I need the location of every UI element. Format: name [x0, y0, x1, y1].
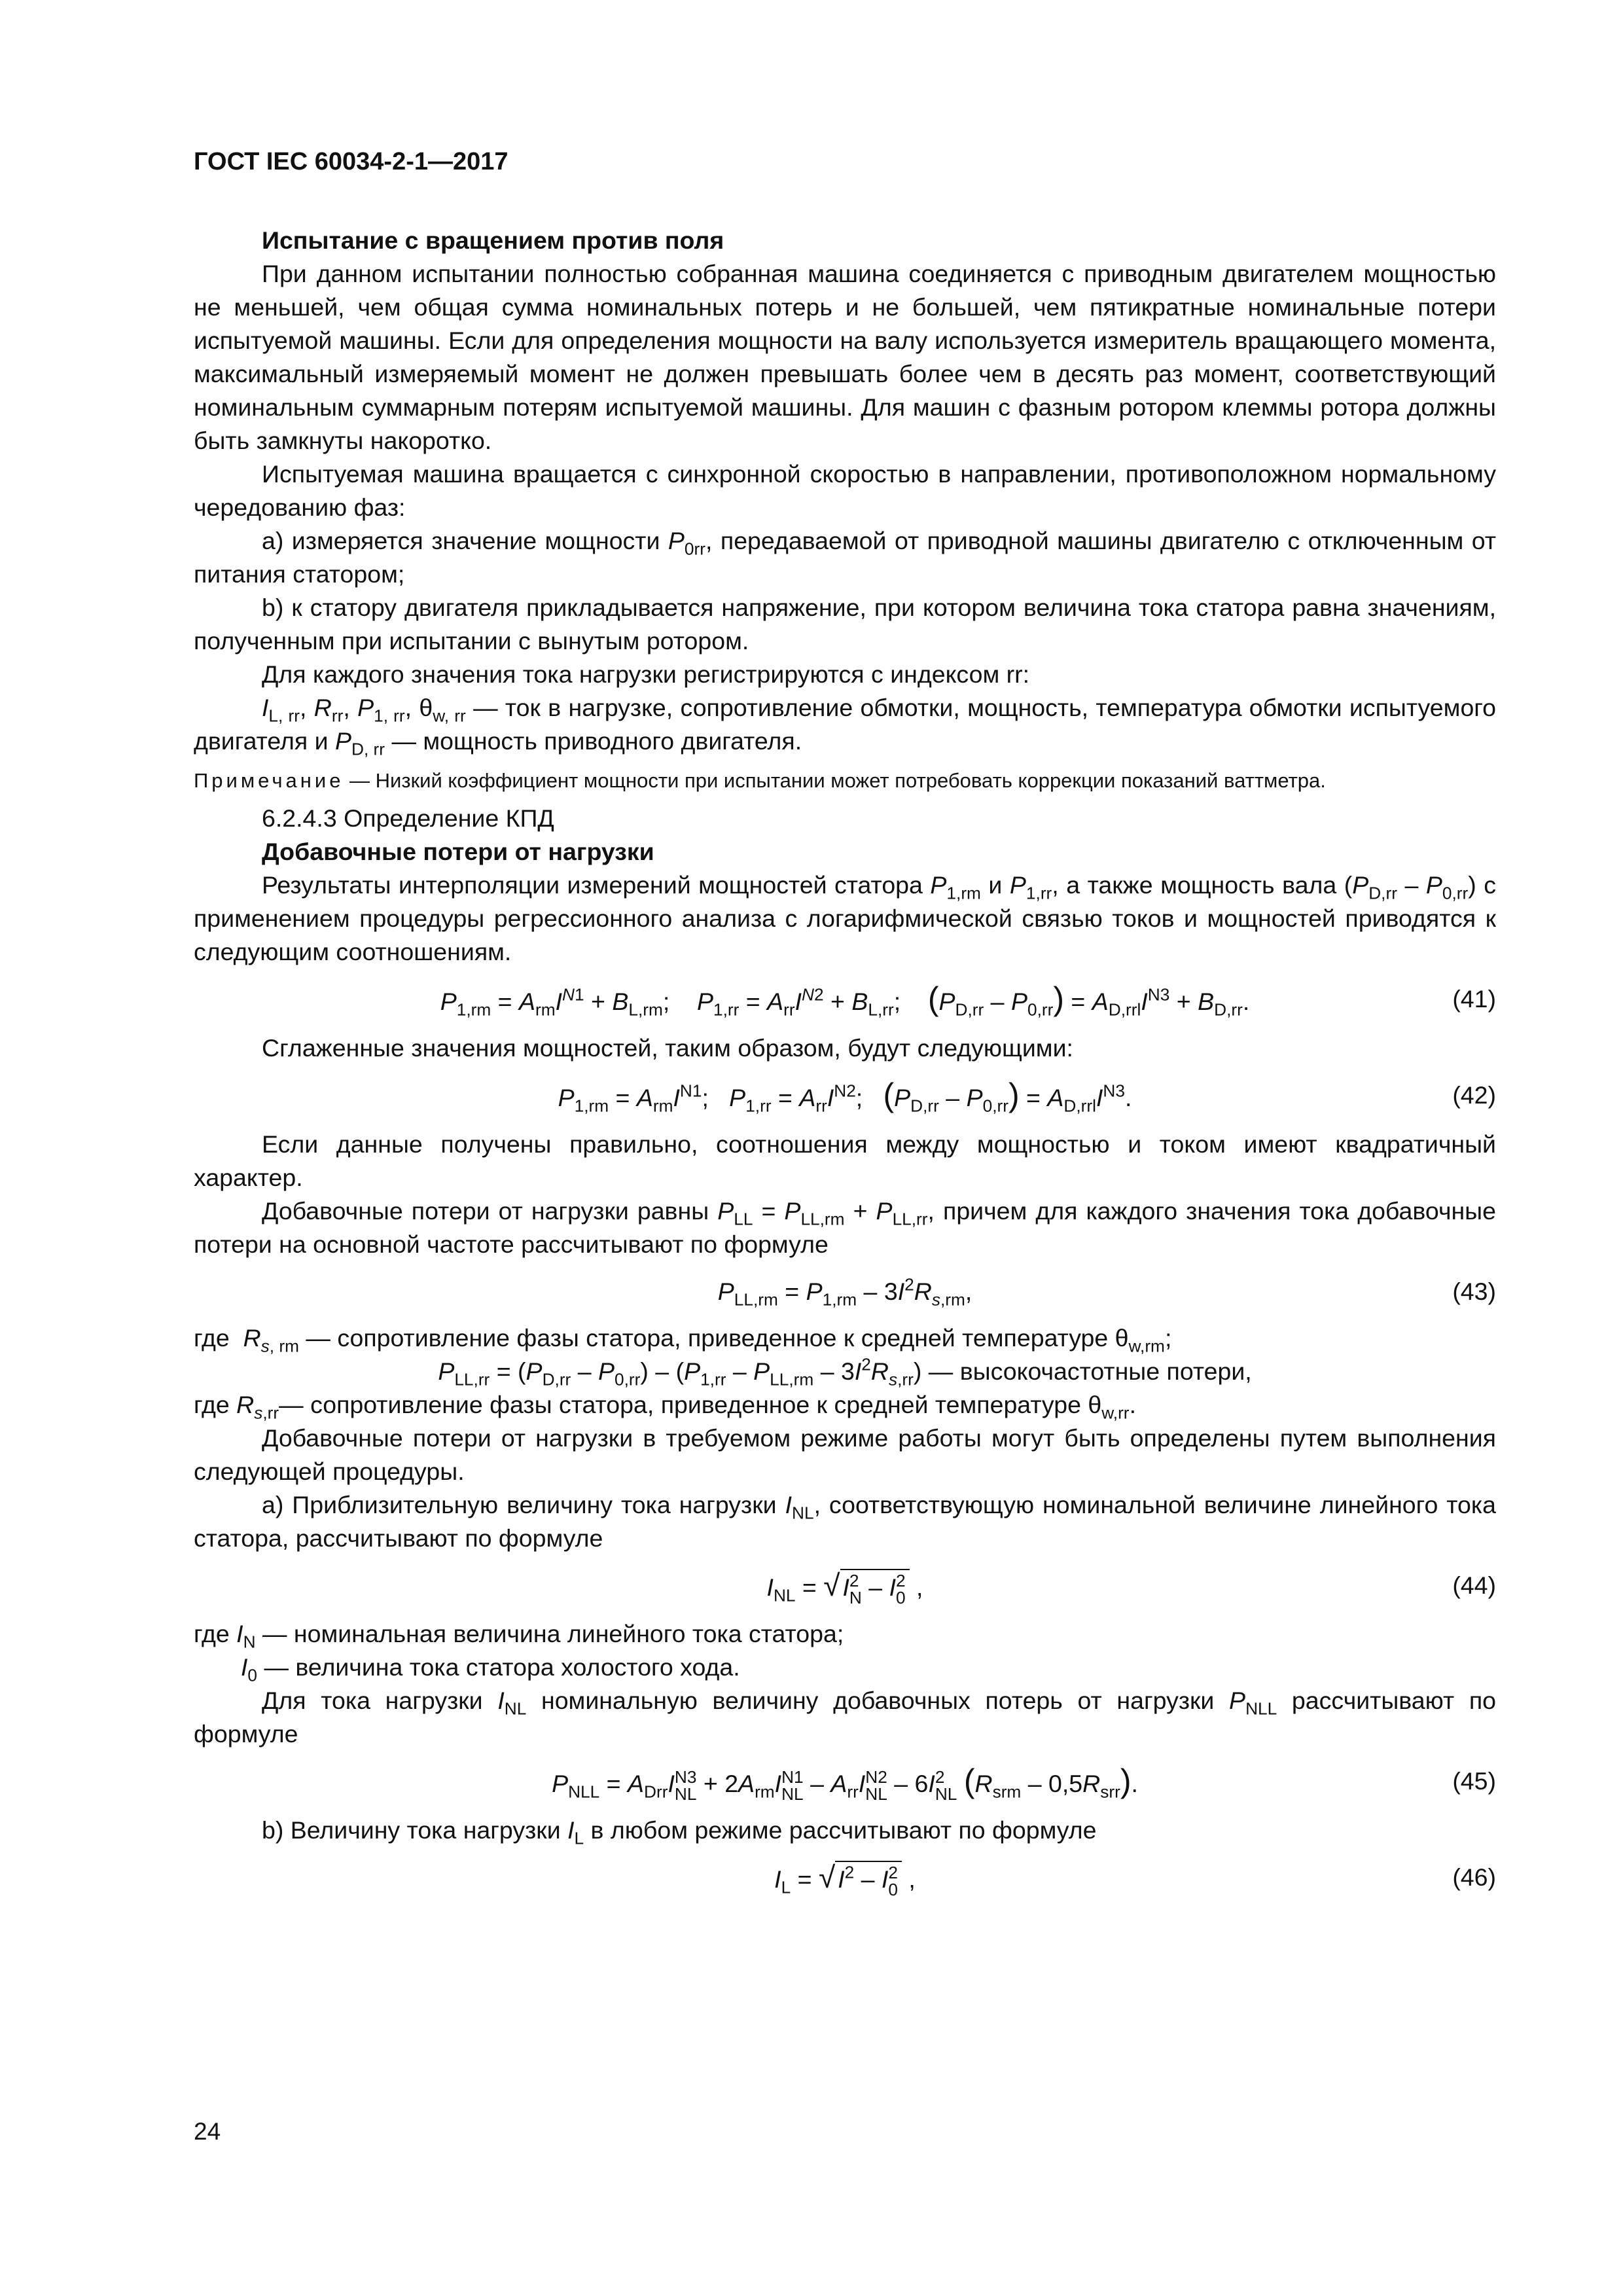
- equation-46: $I_L$ = √ $I^2$ – I 2 0 , (46): [194, 1857, 1496, 1899]
- step-b: b) Величину тока нагрузки $I_L$ в любом режиме рассчитывают по формуле: [262, 1816, 1097, 1848]
- paragraph-rotation: Испытуемая машина вращается с синхронной скоростью в направлении, противоположном нормальному чередованию фаз:: [194, 460, 1496, 521]
- equation-number-46: (46): [1452, 1863, 1496, 1891]
- equation-number-43: (43): [1452, 1278, 1496, 1305]
- paragraph-variables: $I_{L, rr}$, $R_{rr}$, $P_{1, rr}$, $\theta_{w, rr}$ — ток в нагрузке, сопротивление обмотки, мощность, температура обмотки испытуемого двигателя и $P_{D, rr}$ — мощность приводного двигателя.: [194, 694, 1497, 759]
- equation-43: $P_{LL,rm} = P_{1,rm} - 3I^2R_{s,rm}$, (43): [194, 1272, 1496, 1311]
- section-title-counter-rotation: Испытание с вращением против поля: [262, 226, 724, 254]
- section-heading-efficiency: 6.2.4.3 Определение КПД: [262, 804, 554, 832]
- equation-number-44: (44): [1452, 1571, 1496, 1599]
- subheading-stray-losses: Добавочные потери от нагрузки: [262, 838, 654, 865]
- document-body: [194, 224, 1496, 1909]
- equation-high-frequency-losses: $P_{LL,rr} = (P_{D,rr} - P_{0,rr}) - (P_{1,rr} - P_{LL,rm} - 3I^2R_{s,rr})$ — высокочастотные потери,: [438, 1354, 1252, 1390]
- paragraph-setup: При данном испытании полностью собранная машина соединяется с приводным двигателем мощностью не меньшей, чем общая сумма номинальных потерь и не большей, чем пятикратные номинальные потери испытуемой машины. Если для определения мощности на валу используется измеритель вращающего момента, максимальный измеряемый момент не должен превышать более чем в десять раз момент, соответствующий номинальным суммарным потерям испытуемой машины. Для машин с фазным ротором клеммы ротора должны быть замкнуты накоротко.: [194, 260, 1496, 454]
- paragraph-nominal-stray: Для тока нагрузки $I_{NL}$ номинальную величину добавочных потерь от нагрузки $P_{NLL}$ рассчитывают по формуле: [194, 1687, 1496, 1748]
- step-a: a) Приблизительную величину тока нагрузки $I_{NL}$, соответствующую номинальной величине линейного тока статора, рассчитывают по формуле: [194, 1491, 1496, 1552]
- note: Примечание — Низкий коэффициент мощности при испытании может потребовать коррекции показаний ваттметра.: [194, 769, 1326, 792]
- document-header: ГОСТ IEC 60034-2-1—2017: [194, 148, 508, 175]
- page-number: 24: [194, 2118, 221, 2145]
- equation-42: $P_{1,rm} = A_{rm}I^{N1}$; $P_{1,rr} = A_{rr}I^{N2}$; $(P_{D,rr} - P_{0,rr}) = A_{D,rrl}I^{N3}$. (42): [558, 1077, 1496, 1116]
- paragraph-interpolation: Результаты интерполяции измерений мощностей статора $P_{1,rm}$ и $P_{1,rr}$, а также мощность вала $(P_{D,rr} - P_{0,rr})$ с применением процедуры регрессионного анализа с логарифмической связью токов и мощностей приводятся к следующим соотношениям.: [194, 871, 1496, 965]
- paragraph-stray-equal: Добавочные потери от нагрузки равны $P_{LL} = P_{LL,rm} + P_{LL,rr}$, причем для каждого значения тока добавочные потери на основной частоте рассчитывают по формуле: [194, 1197, 1496, 1258]
- equation-45: $P_{NLL} = A_{Drr}I$ N3 NL + $2A_{rm}I$ N1 NL – $A_{rr}I$ N2 NL – 6I 2 NL $(R_{srm} - 0,5R_{srr})$. (45): [552, 1763, 1496, 1804]
- equation-number-42: (42): [1452, 1081, 1496, 1109]
- equation-41: $P_{1,rm} = A_{rm}I^{N1} + B_{L,rm}$; $P_{1,rr} = A_{rr}I^{N2} + B_{L,rr}$; $(P_{D,rr} - P_{0,rr}) = A_{D,rrl}I^{N3} + B_{D,rr}$. (41): [440, 980, 1496, 1020]
- paragraph-smoothed: Сглаженные значения мощностей, таким образом, будут следующими:: [262, 1034, 1073, 1062]
- list-item-a: a) измеряется значение мощности $P_{0rr}$, передаваемой от приводной машины двигателю с отключенным от питания статором;: [194, 527, 1496, 588]
- equation-44: $I_{NL}$ = √ I 2 N – I 2 0 , (44): [194, 1566, 1496, 1607]
- paragraph-register: Для каждого значения тока нагрузки регистрируются с индексом rr:: [262, 660, 1030, 688]
- equation-number-45: (45): [1452, 1767, 1496, 1795]
- paragraph-procedure: Добавочные потери от нагрузки в требуемом режиме работы могут быть определены путем выполнения следующей процедуры.: [194, 1424, 1496, 1485]
- list-item-b: b) к статору двигателя прикладывается напряжение, при котором величина тока статора равна значениям, полученным при испытании с вынутым ротором.: [194, 594, 1496, 655]
- where-i0: $I_0$ — величина тока статора холостого хода.: [241, 1653, 740, 1685]
- where-in: где $I_N$ — номинальная величина линейного тока статора;: [194, 1620, 844, 1652]
- paragraph-quadratic: Если данные получены правильно, соотношения между мощностью и током имеют квадратичный характер.: [194, 1130, 1496, 1191]
- where-rs-rm: где $R_{s, rm}$ — сопротивление фазы статора, приведенное к средней температуре $\theta_{w,rm}$;: [194, 1324, 1172, 1356]
- equation-number-41: (41): [1452, 985, 1496, 1013]
- where-rs-rr: где $R_{s,rr}—$ сопротивление фазы статора, приведенное к средней температуре $\theta_{w,rr}$.: [194, 1391, 1136, 1423]
